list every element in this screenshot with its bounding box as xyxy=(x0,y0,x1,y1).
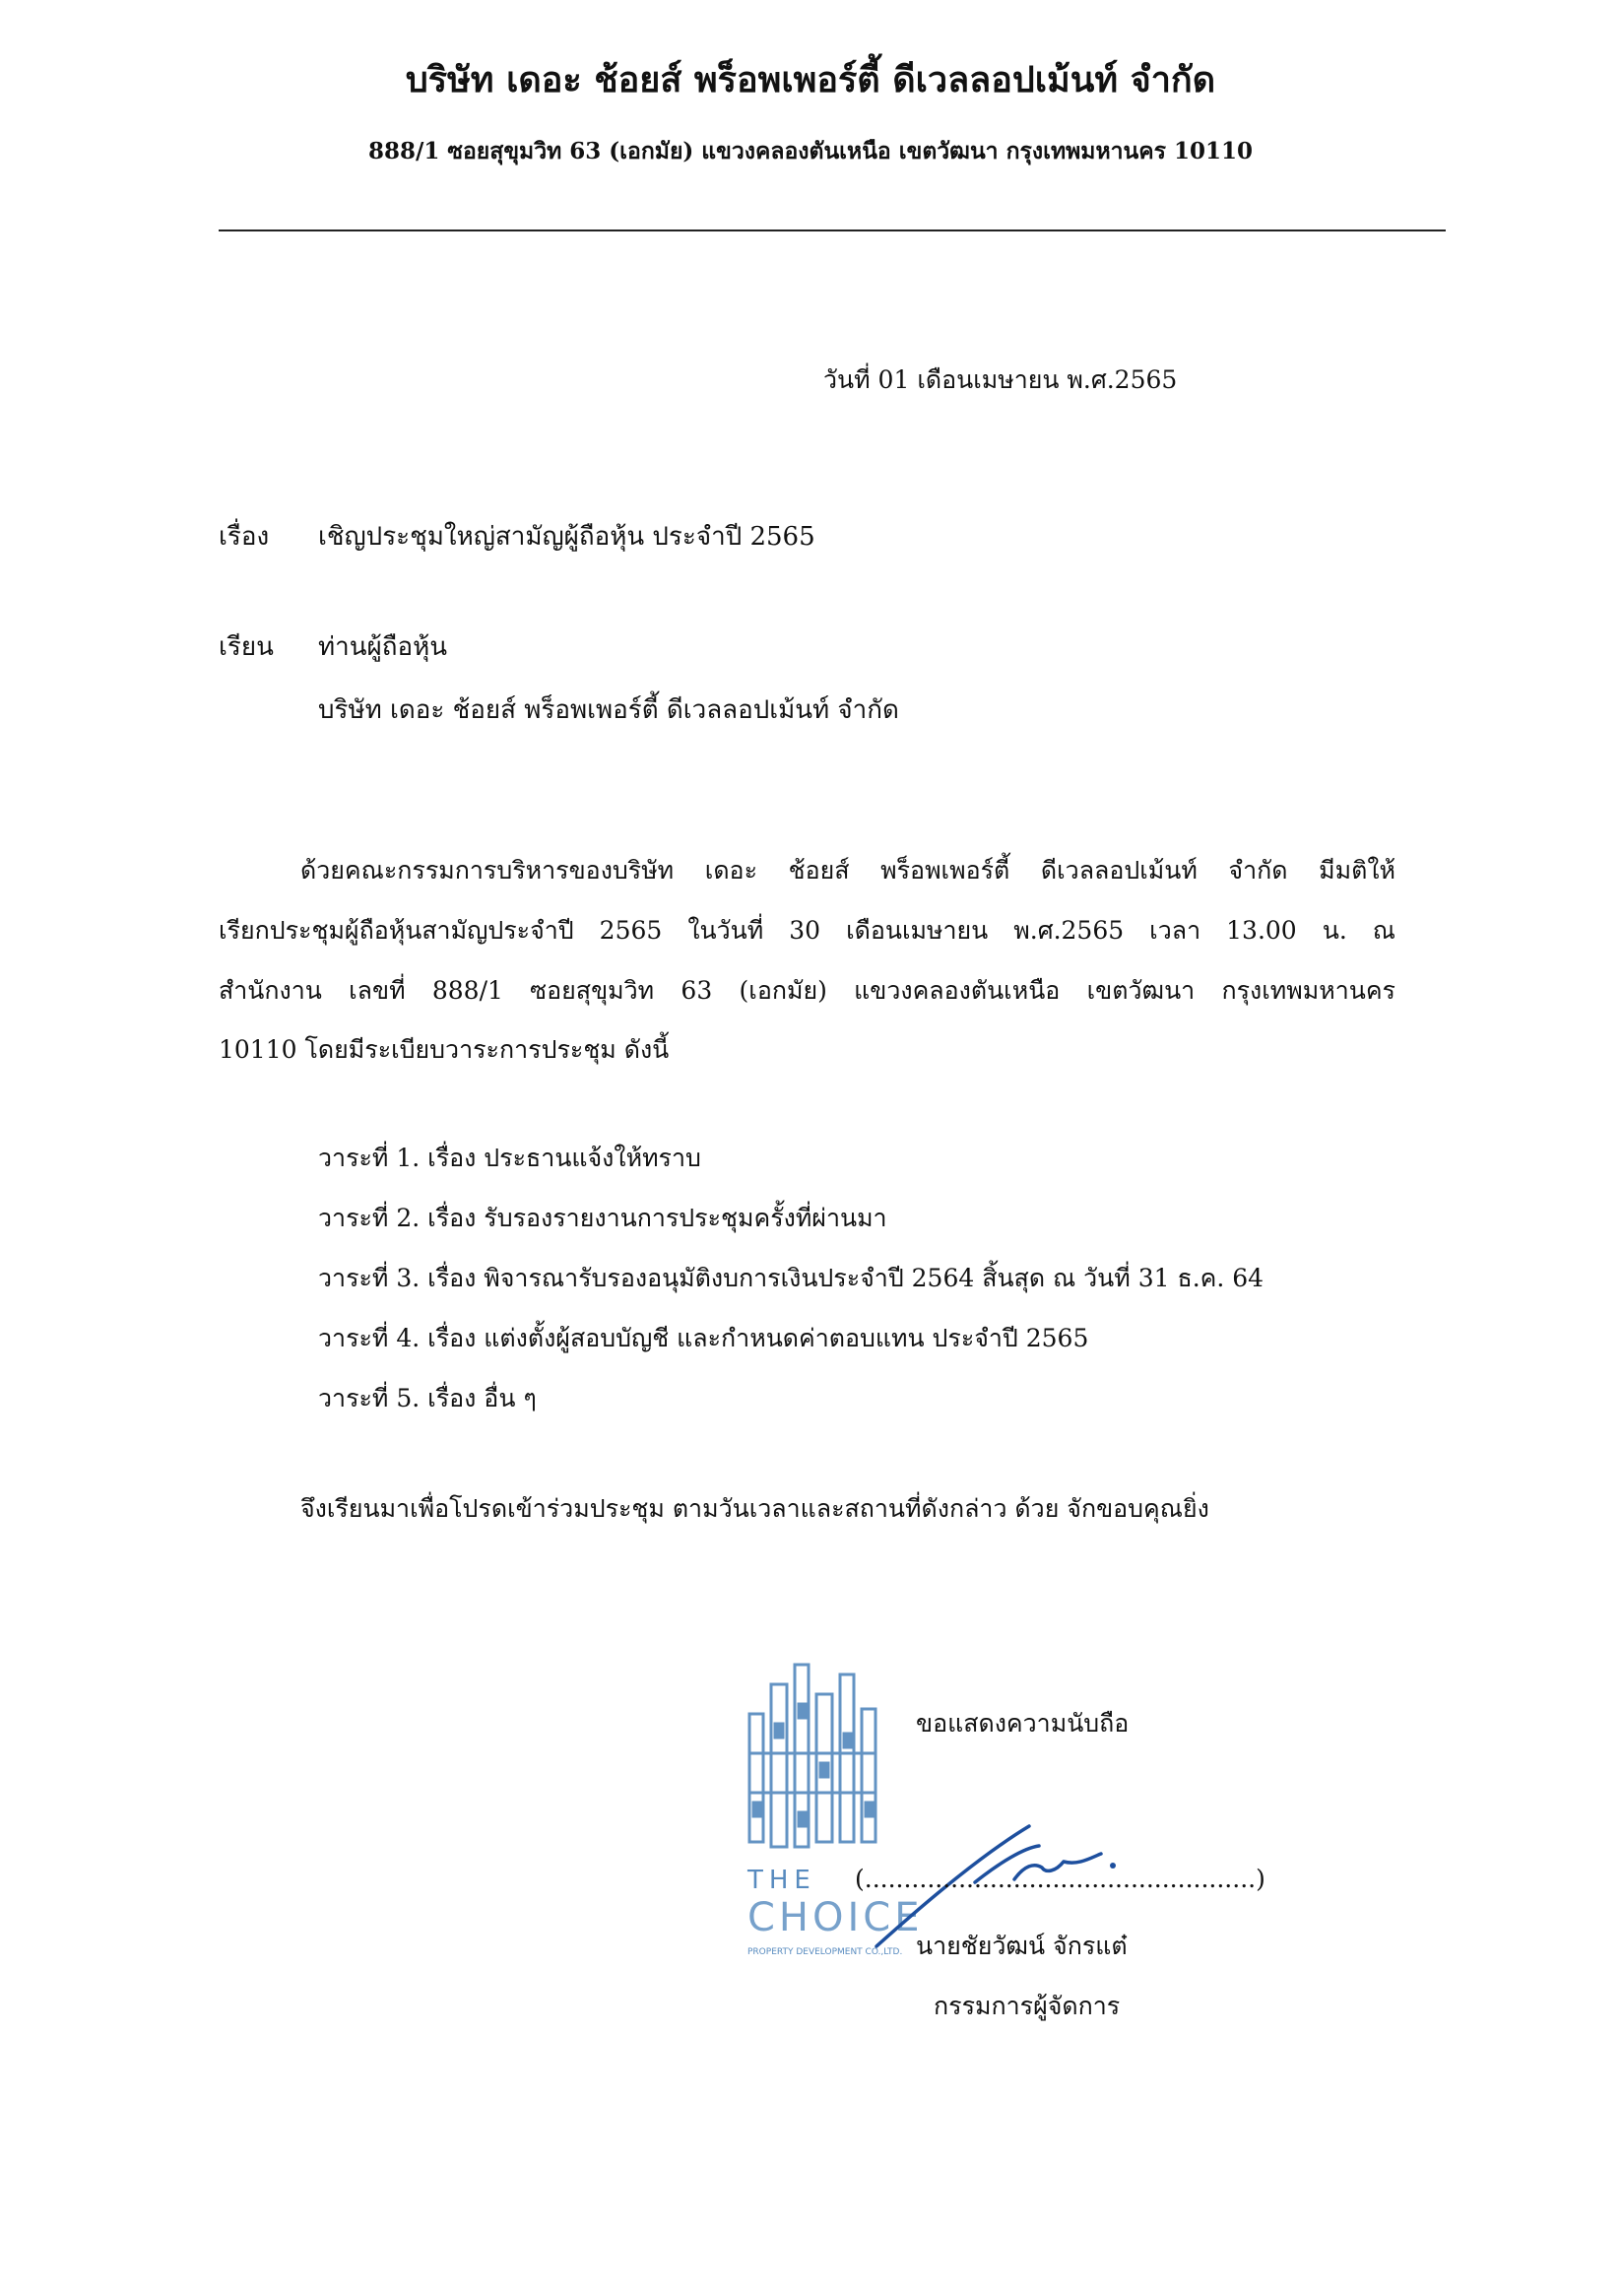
agenda-item-5: วาระที่ 5. เรื่อง อื่น ๆ xyxy=(318,1384,537,1412)
recipient-label: เรียน xyxy=(219,632,274,662)
signatory-position: กรรมการผู้จัดการ xyxy=(934,1992,1121,2020)
agenda-item-2: วาระที่ 2. เรื่อง รับรองรายงานการประชุมครั้งที่ผ่านมา xyxy=(318,1204,887,1232)
company-address: 888/1 ซอยสุขุมวิท 63 (เอกมัย) แขวงคลองตันเหนือ เขตวัฒนา กรุงเทพมหานคร 10110 xyxy=(367,138,1254,164)
agenda-item-4: วาระที่ 4. เรื่อง แต่งตั้งผู้สอบบัญชี และกำหนดค่าตอบแทน ประจำปี 2565 xyxy=(318,1324,1089,1352)
body-line-2: เรียกประชุมผู้ถือหุ้นสามัญประจำปี 2565 ในวันที่ 30 เดือนเมษายน พ.ศ.2565 เวลา 13.00 น. ณ xyxy=(219,916,1395,945)
subject-text: เชิญประชุมใหญ่สามัญผู้ถือหุ้น ประจำปี 2565 xyxy=(318,522,815,552)
agenda-item-1: วาระที่ 1. เรื่อง ประธานแจ้งให้ทราบ xyxy=(318,1144,701,1172)
stamp-building-graphic xyxy=(749,1665,875,1847)
signature-dotted-line: (..................................................) xyxy=(855,1865,1265,1893)
body-line-1: ด้วยคณะกรรมการบริหารของบริษัท เดอะ ช้อยส์ พร็อพเพอร์ตี้ ดีเวลลอปเม้นท์ จำกัด มีมติให้ xyxy=(300,856,1395,885)
recipient-line-2: บริษัท เดอะ ช้อยส์ พร็อพเพอร์ตี้ ดีเวลลอปเม้นท์ จำกัด xyxy=(318,695,899,725)
regards-text: ขอแสดงความนับถือ xyxy=(916,1709,1130,1738)
signatory-name: นายชัยวัฒน์ จักรแต๋ xyxy=(916,1932,1128,1960)
body-line-4: 10110 โดยมีระเบียบวาระการประชุม ดังนี้ xyxy=(219,1035,670,1064)
closing-sentence: จึงเรียนมาเพื่อโปรดเข้าร่วมประชุม ตามวันเวลาและสถานที่ดังกล่าว ด้วย จักขอบคุณยิ่ง xyxy=(300,1494,1209,1523)
company-name: บริษัท เดอะ ช้อยส์ พร็อพเพอร์ตี้ ดีเวลลอปเม้นท์ จำกัด xyxy=(405,59,1216,100)
recipient-line-1: ท่านผู้ถือหุ้น xyxy=(318,632,448,662)
stamp-text-choice: CHOICE xyxy=(747,1895,924,1940)
header-divider xyxy=(219,230,1446,231)
stamp-text-subtitle: PROPERTY DEVELOPMENT CO.,LTD. xyxy=(747,1947,903,1957)
letter-date: วันที่ 01 เดือนเมษายน พ.ศ.2565 xyxy=(823,365,1178,394)
body-line-3: สำนักงาน เลขที่ 888/1 ซอยสุขุมวิท 63 (เอกมัย) แขวงคลองตันเหนือ เขตวัฒนา กรุงเทพมหานคร xyxy=(219,976,1395,1005)
stamp-text-the: THE xyxy=(747,1866,816,1895)
subject-label: เรื่อง xyxy=(219,522,270,552)
agenda-item-3: วาระที่ 3. เรื่อง พิจารณารับรองอนุมัติงบการเงินประจำปี 2564 สิ้นสุด ณ วันที่ 31 ธ.ค. 64 xyxy=(318,1264,1264,1292)
